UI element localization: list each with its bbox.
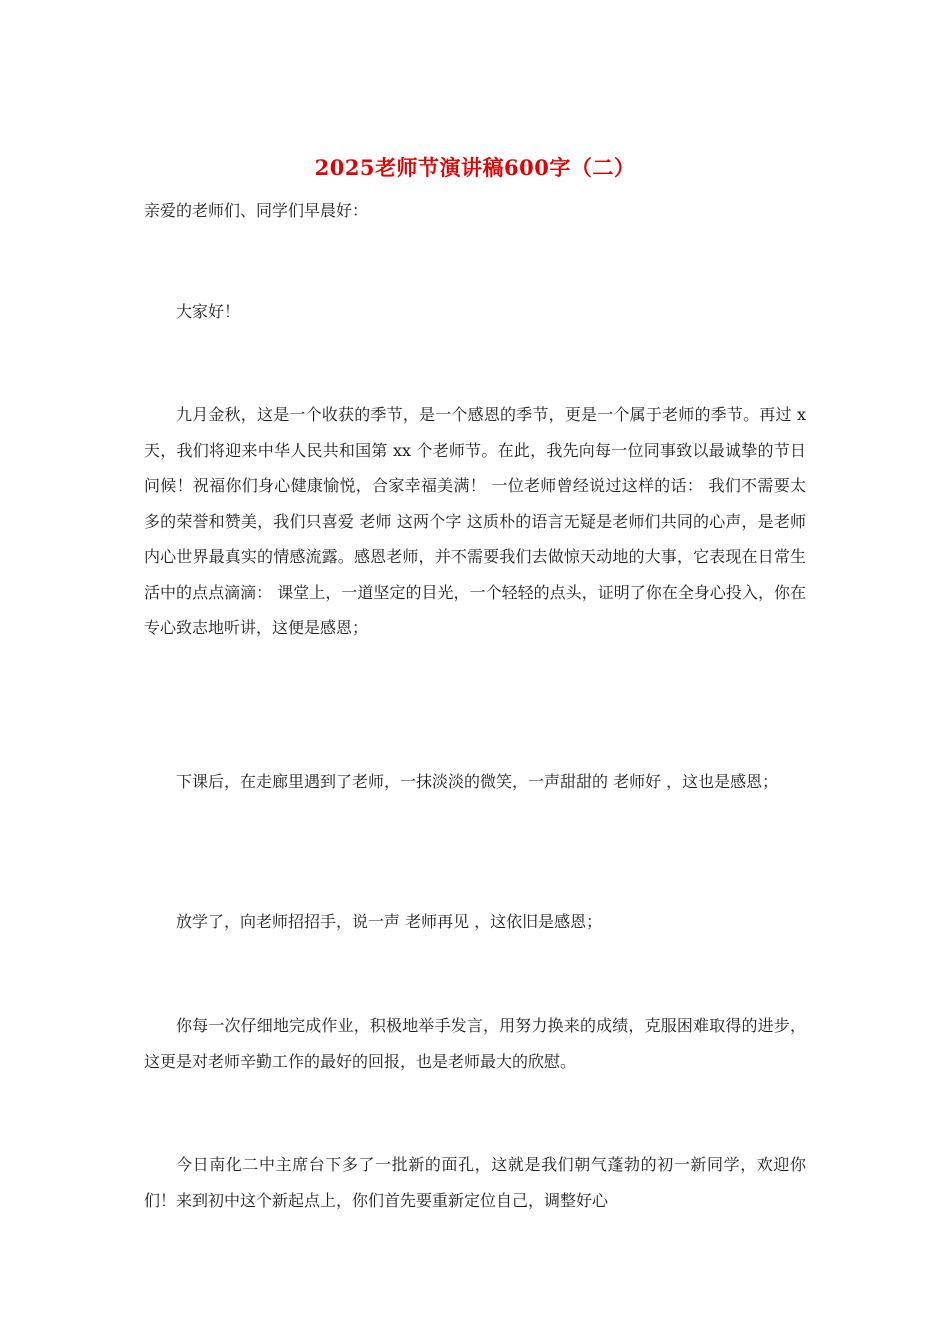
paragraph-1: 大家好！ <box>176 302 241 321</box>
paragraph-2: 九月金秋，这是一个收获的季节，是一个感恩的季节，更是一个属于老师的季节。再过 x 天，我们将迎来中华人民共和国第 xx 个老师节。在此，我先向每一位同事致以最诚挚的节日问候！祝福你们身心健康愉悦，合家幸福美满！ 一位老师曾经说过这样的话： 我们不需要太多的荣誉和赞美，我们只喜爱 老师 这两个字 这质朴的语言无疑是老师们共同的心声，是老师内心世界最真实的情感流露。感恩老师，并不需要我们去做惊天动地的大事，它表现在日常生活中的点点滴滴： 课堂上，一道坚定的目光，一个轻轻的点头，证明了你在全身心投入，你在专心致志地听讲，这便是感恩； <box>144 405 806 637</box>
paragraph-6: 今日南化二中主席台下多了一批新的面孔，这就是我们朝气蓬勃的初一新同学，欢迎你们！来到初中这个新起点上，你们首先要重新定位自己，调整好心 <box>144 1155 806 1210</box>
paragraph-3: 下课后，在走廊里遇到了老师，一抹淡淡的微笑，一声甜甜的 老师好 ，这也是感恩； <box>176 772 779 791</box>
paragraph-5: 你每一次仔细地完成作业，积极地举手发言，用努力换来的成绩，克服困难取得的进步，这更是对老师辛勤工作的最好的回报，也是老师最大的欣慰。 <box>144 1016 806 1071</box>
document-title: 2025老师节演讲稿600字（二） <box>314 155 636 180</box>
paragraph-4: 放学了，向老师招招手，说一声 老师再见 ，这依旧是感恩； <box>176 912 603 931</box>
greeting-line: 亲爱的老师们、同学们早晨好： <box>144 201 369 220</box>
